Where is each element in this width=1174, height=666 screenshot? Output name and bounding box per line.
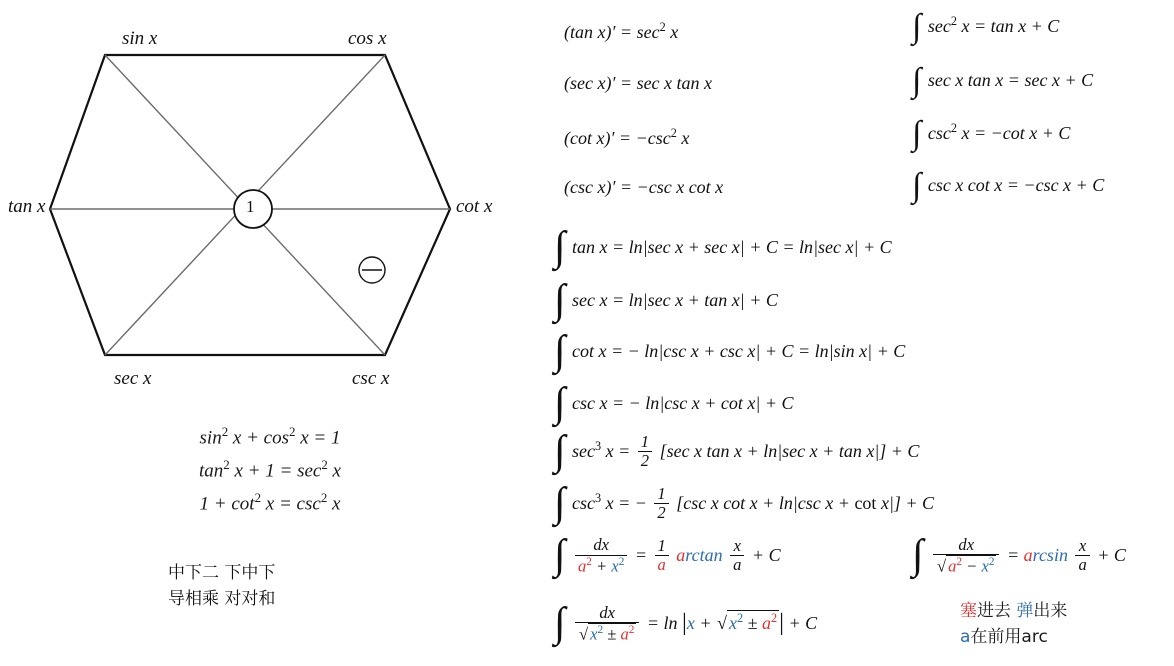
mnemonic-note-right	[960, 598, 1067, 651]
hexagon-label-sec: sec x	[114, 368, 152, 389]
integral-sec-tan: ∫ sec x tan x = sec x + C	[912, 62, 1094, 99]
integral-arctan: ∫ $\frac{dx}{a^2 + x^2}$ = $\frac{1}{a}$ arctan $\frac{x}{a}$ + C	[554, 532, 781, 578]
integral-sec: ∫ sec x = ln|sec x + tan x| + C	[554, 277, 778, 323]
derivative-cot: (cot $x)' = -\csc^2$ x	[564, 126, 690, 148]
integral-sec-cubed: ∫ $\sec^3 x$ = $\frac{1}{2}$ [sec x tan x + ln|sec x + tan x|] + C	[554, 428, 920, 474]
mnemonic-right-line-1: 塞进去 弹出来	[960, 601, 1068, 621]
mnemonic-line-1: 中下二 下中下	[168, 563, 276, 583]
hexagon-label-tan: tan x	[8, 196, 46, 217]
integral-arcsin: ∫ $\frac{dx}{√ a^2 - x^2}$ = arcsin $\frac{x}{a}$ + C	[912, 532, 1126, 578]
integral-csc-cot: ∫ csc x cot x = −csc x + C	[912, 167, 1105, 204]
integral-ln-sqrt: ∫ $\frac{dx}{√ x^2 \pm a^2}$ = ln |x + √ $x^2 \pm a^2| + C$	[554, 600, 818, 646]
identity-2: $\tan^2 x + 1 = \sec^2 x$	[199, 456, 341, 482]
hexagon-diagram	[0, 0, 540, 410]
pythagorean-identities	[0, 420, 540, 520]
integral-cot: ∫ cot x = − ln|csc x + csc x| + C = ln|sin x| + C	[554, 328, 906, 374]
integral-csc2: ∫ $\csc^2 x = -\cot$ x + C	[912, 115, 1071, 152]
integral-csc: ∫ csc x = − ln|csc x + cot x| + C	[554, 380, 794, 426]
identity-3: $1 + \cot^2 x = \csc^2 x$	[199, 489, 341, 514]
hexagon-label-csc: csc x	[352, 368, 390, 389]
integral-sec2: ∫ $\sec^2 x = \tan x + C$	[912, 8, 1060, 45]
derivative-tan: (tan $x)' = \sec^2 x$	[564, 20, 679, 42]
right-panel	[540, 0, 1174, 666]
hexagon-center-label: 1	[246, 197, 255, 216]
mnemonic-note	[168, 560, 275, 613]
integral-tan: ∫ tan x = ln|sec x + sec x| + C = ln|sec x| + C	[554, 224, 892, 270]
hexagon-label-cot: cot x	[456, 196, 493, 217]
derivative-csc: (csc x)′ = −csc x cot x	[564, 177, 724, 197]
integral-csc-cubed: ∫ $\csc^3 x$ = − $\frac{1}{2}$ [csc x cot x + ln|csc x + cot x|] + C	[554, 480, 935, 526]
hexagon-label-sin: sin x	[122, 28, 158, 49]
mnemonic-right-line-2: a在前用arc	[960, 627, 1048, 648]
hexagon-label-cos: cos x	[348, 28, 387, 49]
identity-1: $\sin^2 x + \cos^2 x = 1$	[199, 424, 341, 449]
derivative-sec: (sec x)′ = sec x tan x	[564, 73, 713, 93]
left-panel	[0, 0, 540, 666]
mnemonic-line-2: 导相乘 对对和	[168, 589, 276, 610]
